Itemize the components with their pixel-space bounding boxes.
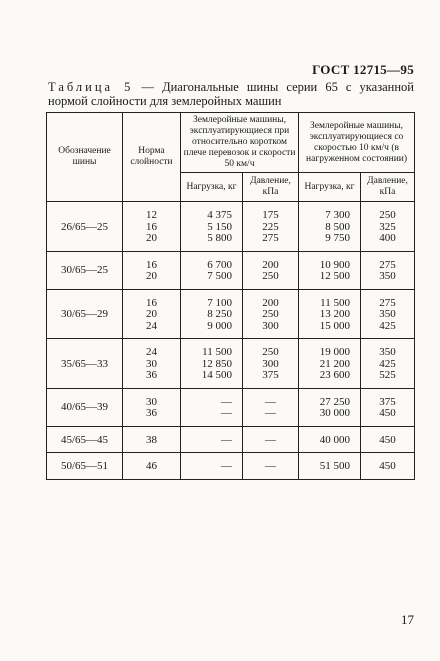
cell-value: 11 500 bbox=[202, 346, 232, 358]
pressure-10-cell bbox=[361, 426, 415, 453]
load-50-cell bbox=[181, 426, 243, 453]
table-row bbox=[47, 202, 415, 252]
cell-value: 325 bbox=[379, 220, 396, 233]
table-row bbox=[47, 251, 415, 289]
cell-value: 40 000 bbox=[319, 433, 351, 446]
load-50-cell bbox=[181, 251, 243, 289]
load-10-cell bbox=[299, 202, 361, 252]
tire-designation: 35/65—33 bbox=[47, 339, 123, 389]
cell-value: 15 000 bbox=[319, 319, 351, 332]
cell-value: — bbox=[221, 395, 232, 408]
cell-value: 6 700 bbox=[207, 258, 232, 271]
cell-value: 250 bbox=[262, 270, 279, 282]
cell-value: 7 100 bbox=[207, 296, 232, 309]
cell-value: — bbox=[265, 460, 276, 472]
header-load: Нагрузка, кг bbox=[299, 173, 361, 202]
ply-rating-cell bbox=[123, 339, 181, 389]
table-row bbox=[47, 388, 415, 426]
cell-value: 300 bbox=[262, 357, 279, 370]
ply-rating-cell bbox=[123, 388, 181, 426]
header-group-short-haul: Землеройные машины, эксплуатирующиеся при относительно коротком плече перевозок и скорости 50 км/ч bbox=[181, 113, 299, 173]
ply-rating-cell bbox=[123, 426, 181, 453]
cell-value: 275 bbox=[379, 296, 396, 309]
cell-value: 5 150 bbox=[207, 220, 232, 233]
cell-value: — bbox=[221, 407, 232, 419]
table-row bbox=[47, 426, 415, 453]
cell-value: 16 bbox=[146, 296, 157, 309]
cell-value: 38 bbox=[146, 433, 157, 446]
table-title: — Диагональные шины серии 65 с указанной нормой слойности для землеройных машин bbox=[48, 80, 414, 108]
cell-value: 16 bbox=[146, 220, 157, 233]
load-50-cell bbox=[181, 453, 243, 480]
tire-table bbox=[46, 112, 415, 480]
tire-designation: 26/65—25 bbox=[47, 202, 123, 252]
cell-value: 400 bbox=[379, 232, 396, 244]
cell-value: 7 500 bbox=[207, 270, 232, 282]
header-load: Нагрузка, кг bbox=[181, 173, 243, 202]
header-group-speed: Землеройные машины, эксплуатирующиеся со скоростью 10 км/ч (в нагруженном состоянии) bbox=[299, 113, 415, 173]
cell-value: — bbox=[265, 433, 276, 446]
cell-value: 250 bbox=[262, 346, 279, 358]
pressure-10-cell bbox=[361, 202, 415, 252]
tire-designation: 30/65—29 bbox=[47, 289, 123, 339]
cell-value: 46 bbox=[146, 460, 157, 472]
cell-value: 9 000 bbox=[207, 319, 232, 332]
header-designation: Обозначение шины bbox=[47, 113, 123, 202]
cell-value: 4 375 bbox=[207, 209, 232, 221]
cell-value: 9 750 bbox=[325, 232, 351, 244]
load-10-cell bbox=[299, 426, 361, 453]
cell-value: 16 bbox=[146, 258, 157, 271]
cell-value: 225 bbox=[262, 220, 279, 233]
pressure-50-cell bbox=[243, 426, 299, 453]
cell-value: — bbox=[265, 395, 276, 408]
cell-value: 425 bbox=[379, 357, 396, 370]
cell-value: — bbox=[221, 460, 232, 472]
cell-value: 425 bbox=[379, 319, 396, 332]
header-ply-rating: Норма слойности bbox=[123, 113, 181, 202]
load-10-cell bbox=[299, 453, 361, 480]
cell-value: 14 500 bbox=[201, 369, 232, 381]
cell-value: 250 bbox=[379, 209, 396, 221]
cell-value: 200 bbox=[262, 258, 279, 271]
pressure-10-cell bbox=[361, 289, 415, 339]
cell-value: 350 bbox=[379, 346, 396, 358]
cell-value: 11 500 bbox=[320, 296, 351, 309]
cell-value: 23 600 bbox=[319, 369, 351, 381]
cell-value: 20 bbox=[146, 308, 157, 320]
cell-value: 24 bbox=[146, 346, 157, 358]
cell-value: 8 250 bbox=[207, 308, 232, 320]
cell-value: 12 bbox=[146, 209, 157, 221]
cell-value: 21 200 bbox=[319, 357, 351, 370]
cell-value: 51 500 bbox=[319, 460, 351, 472]
cell-value: 350 bbox=[379, 308, 396, 320]
cell-value: 13 200 bbox=[319, 308, 351, 320]
cell-value: 30 000 bbox=[319, 407, 351, 419]
cell-value: 175 bbox=[262, 209, 279, 221]
ply-rating-cell bbox=[123, 251, 181, 289]
pressure-50-cell bbox=[243, 388, 299, 426]
load-50-cell bbox=[181, 202, 243, 252]
ply-rating-cell bbox=[123, 453, 181, 480]
cell-value: 250 bbox=[262, 308, 279, 320]
load-10-cell bbox=[299, 388, 361, 426]
header-pressure: Давление, кПа bbox=[243, 173, 299, 202]
pressure-10-cell bbox=[361, 339, 415, 389]
table-row bbox=[47, 289, 415, 339]
table-label: Таблица 5 bbox=[48, 80, 134, 94]
cell-value: 5 800 bbox=[207, 232, 232, 244]
cell-value: 12 500 bbox=[319, 270, 351, 282]
page-number: 17 bbox=[401, 612, 414, 627]
cell-value: 36 bbox=[146, 369, 157, 381]
load-10-cell bbox=[299, 251, 361, 289]
load-50-cell bbox=[181, 289, 243, 339]
cell-value: 30 bbox=[146, 395, 157, 408]
cell-value: 525 bbox=[379, 369, 396, 381]
ply-rating-cell bbox=[123, 202, 181, 252]
cell-value: — bbox=[221, 433, 232, 446]
tire-designation: 30/65—25 bbox=[47, 251, 123, 289]
table-caption bbox=[48, 80, 414, 108]
load-10-cell bbox=[299, 289, 361, 339]
standard-number: ГОСТ 12715—95 bbox=[312, 62, 414, 77]
cell-value: 8 500 bbox=[325, 220, 351, 233]
header-pressure: Давление, кПа bbox=[361, 173, 415, 202]
cell-value: 375 bbox=[379, 395, 396, 408]
cell-value: 20 bbox=[146, 232, 157, 244]
pressure-50-cell bbox=[243, 289, 299, 339]
cell-value: 275 bbox=[262, 232, 279, 244]
cell-value: 36 bbox=[146, 407, 157, 419]
tire-designation: 45/65—45 bbox=[47, 426, 123, 453]
cell-value: 10 900 bbox=[319, 258, 351, 271]
cell-value: 450 bbox=[379, 433, 396, 446]
cell-value: 19 000 bbox=[319, 346, 351, 358]
cell-value: 450 bbox=[379, 407, 396, 419]
pressure-10-cell bbox=[361, 453, 415, 480]
table-row bbox=[47, 339, 415, 389]
load-50-cell bbox=[181, 388, 243, 426]
cell-value: 375 bbox=[262, 369, 279, 381]
pressure-50-cell bbox=[243, 339, 299, 389]
load-50-cell bbox=[181, 339, 243, 389]
cell-value: 200 bbox=[262, 296, 279, 309]
cell-value: 7 300 bbox=[325, 209, 351, 221]
cell-value: 20 bbox=[146, 270, 157, 282]
ply-rating-cell bbox=[123, 289, 181, 339]
pressure-10-cell bbox=[361, 251, 415, 289]
cell-value: — bbox=[265, 407, 276, 419]
load-10-cell bbox=[299, 339, 361, 389]
table-row bbox=[47, 453, 415, 480]
pressure-50-cell bbox=[243, 251, 299, 289]
tire-designation: 50/65—51 bbox=[47, 453, 123, 480]
pressure-50-cell bbox=[243, 453, 299, 480]
cell-value: 350 bbox=[379, 270, 396, 282]
cell-value: 27 250 bbox=[319, 395, 351, 408]
cell-value: 12 850 bbox=[201, 357, 232, 370]
cell-value: 24 bbox=[146, 319, 157, 332]
cell-value: 30 bbox=[146, 357, 157, 370]
cell-value: 450 bbox=[379, 460, 396, 472]
table-body bbox=[47, 202, 415, 480]
cell-value: 300 bbox=[262, 319, 279, 332]
cell-value: 275 bbox=[379, 258, 396, 271]
tire-designation: 40/65—39 bbox=[47, 388, 123, 426]
pressure-50-cell bbox=[243, 202, 299, 252]
pressure-10-cell bbox=[361, 388, 415, 426]
